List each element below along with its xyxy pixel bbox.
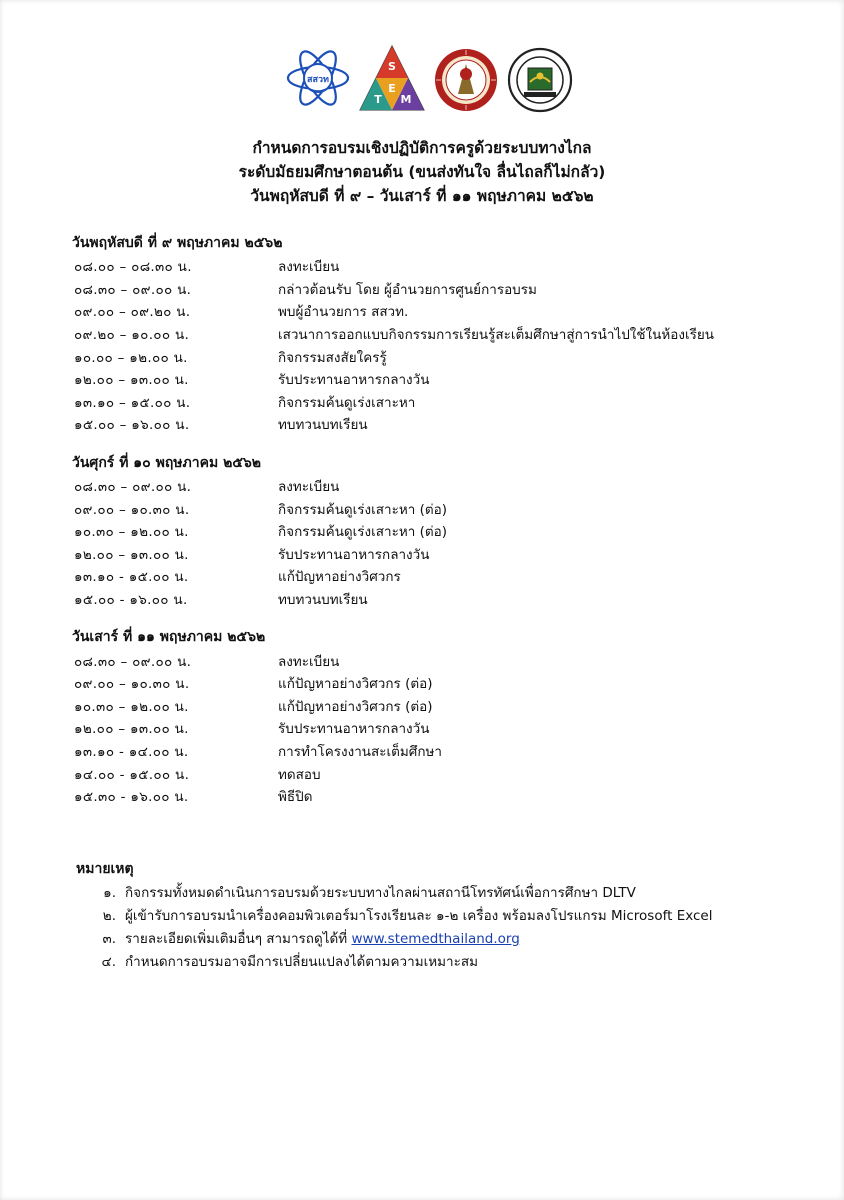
schedule-row (72, 762, 792, 785)
activity: ทบทวนบทเรียน (278, 592, 368, 609)
title-line-2: ระดับมัธยมศึกษาตอนต้น (ขนส่งทันใจ ลื่นไถลก็ไม่กลัว) (238, 163, 606, 181)
time-slot: ๑๓.๑๐ – ๑๕.๐๐ น. (74, 394, 191, 411)
schedule-row (72, 717, 792, 740)
time-slot: ๑๒.๐๐ – ๑๓.๐๐ น. (74, 372, 189, 389)
title-line-1: กำหนดการอบรมเชิงปฏิบัติการครูด้วยระบบทางไกล (252, 139, 592, 157)
day-heading: วันศุกร์ ที่ ๑๐ พฤษภาคม ๒๕๖๒ (72, 454, 262, 471)
time-slot: ๑๒.๐๐ – ๑๓.๐๐ น. (74, 721, 189, 738)
schedule-row (72, 475, 792, 498)
schedule-row (72, 255, 792, 278)
activity: รับประทานอาหารกลางวัน (278, 721, 430, 738)
note-text: กำหนดการอบรมอาจมีการเปลี่ยนแปลงได้ตามความเหมาะสม (125, 954, 478, 970)
note-number: ๑. (103, 885, 116, 901)
activity: ลงทะเบียน (278, 653, 340, 670)
note-item (76, 905, 776, 928)
day-heading: วันเสาร์ ที่ ๑๑ พฤษภาคม ๒๕๖๒ (72, 629, 266, 646)
activity: ทดสอบ (278, 766, 321, 783)
activity: การทำโครงงานสะเต็มศึกษา (278, 743, 443, 760)
schedule-row (72, 649, 792, 672)
activity: แก้ปัญหาอย่างวิศวกร (278, 569, 401, 586)
schedule-row (72, 520, 792, 543)
note-number: ๓. (102, 931, 116, 947)
notes-section (76, 858, 776, 974)
note-item (76, 951, 776, 974)
stem-letter-m: M (400, 93, 412, 106)
time-slot: ๑๔.๐๐ - ๑๕.๐๐ น. (74, 766, 190, 783)
activity: ลงทะเบียน (278, 479, 340, 496)
stem-letter-e: E (388, 82, 396, 95)
day-heading: วันพฤหัสบดี ที่ ๙ พฤษภาคม ๒๕๖๒ (72, 235, 283, 251)
time-slot: ๐๘.๓๐ – ๐๙.๐๐ น. (74, 479, 192, 496)
schedule-row (72, 391, 792, 414)
activity: แก้ปัญหาอย่างวิศวกร (ต่อ) (278, 698, 433, 715)
time-slot: ๑๐.๓๐ – ๑๒.๐๐ น. (74, 524, 189, 541)
activity: พิธีปิด (278, 789, 313, 806)
red-seal-logo (432, 44, 500, 116)
schedule-row (72, 543, 792, 566)
day-1-section (72, 232, 792, 436)
schedule-row (72, 672, 792, 695)
time-slot: ๑๓.๑๐ - ๑๕.๐๐ น. (74, 569, 189, 586)
time-slot: ๐๘.๐๐ – ๐๘.๓๐ น. (74, 259, 192, 276)
note-item (76, 882, 776, 905)
note-text-with-link (125, 928, 776, 951)
time-slot: ๐๙.๐๐ – ๑๐.๓๐ น. (74, 676, 190, 693)
logo-row (284, 40, 574, 120)
activity: รับประทานอาหารกลางวัน (278, 372, 430, 389)
time-slot: ๑๐.๓๐ – ๑๒.๐๐ น. (74, 698, 189, 715)
note-text: รายละเอียดเพิ่มเติมอื่นๆ สามารถดูได้ที่ (125, 931, 352, 947)
stem-letter-s: S (388, 60, 396, 73)
document-title (0, 136, 844, 208)
schedule-row (72, 785, 792, 808)
schedule-row (72, 300, 792, 323)
time-slot: ๑๐.๐๐ – ๑๒.๐๐ น. (74, 349, 188, 366)
time-slot: ๑๕.๓๐ - ๑๖.๐๐ น. (74, 789, 189, 806)
time-slot: ๑๕.๐๐ – ๑๖.๐๐ น. (74, 417, 190, 434)
time-slot: ๐๙.๐๐ – ๑๐.๓๐ น. (74, 501, 190, 518)
schedule-row (72, 695, 792, 718)
stem-letter-t: T (374, 93, 382, 106)
activity: กิจกรรมสงสัยใครรู้ (278, 349, 387, 366)
notes-heading: หมายเหตุ (76, 861, 134, 877)
time-slot: ๐๙.๒๐ – ๑๐.๐๐ น. (74, 327, 190, 344)
schedule-row (72, 588, 792, 611)
time-slot: ๐๙.๐๐ – ๐๙.๒๐ น. (74, 304, 191, 321)
time-slot: ๑๕.๐๐ - ๑๖.๐๐ น. (74, 592, 188, 609)
schedule-row (72, 345, 792, 368)
time-slot: ๐๘.๓๐ – ๐๙.๐๐ น. (74, 281, 192, 298)
activity: กล่าวต้อนรับ โดย ผู้อำนวยการศูนย์การอบรม (278, 281, 537, 298)
note-text: ผู้เข้ารับการอบรมนำเครื่องคอมพิวเตอร์มาโรงเรียนละ ๑-๒ เครื่อง พร้อมลงโปรแกรม Microsoft Excel (125, 908, 713, 924)
note-text: กิจกรรมทั้งหมดดำเนินการอบรมด้วยระบบทางไกลผ่านสถานีโทรทัศน์เพื่อการศึกษา DLTV (125, 885, 636, 901)
schedule-row (72, 565, 792, 588)
activity: รับประทานอาหารกลางวัน (278, 546, 430, 563)
title-line-3: วันพฤหัสบดี ที่ ๙ – วันเสาร์ ที่ ๑๑ พฤษภาคม ๒๕๖๒ (250, 187, 594, 205)
stem-logo (358, 44, 426, 116)
time-slot: ๐๘.๓๐ – ๐๙.๐๐ น. (74, 653, 192, 670)
activity: เสวนาการออกแบบกิจกรรมการเรียนรู้สะเต็มศึกษาสู่การนำไปใช้ในห้องเรียน (278, 327, 714, 344)
schedule (72, 232, 792, 823)
schedule-row (72, 497, 792, 520)
schedule-row (72, 413, 792, 436)
schedule-row (72, 278, 792, 301)
activity: กิจกรรมค้นดูเร่งเสาะหา (ต่อ) (278, 524, 448, 541)
schedule-row (72, 740, 792, 763)
time-slot: ๑๓.๑๐ - ๑๔.๐๐ น. (74, 743, 189, 760)
school-seal-logo (506, 44, 574, 116)
activity: ทบทวนบทเรียน (278, 417, 368, 434)
ipst-logo-text: สสวท (307, 75, 329, 85)
schedule-row (72, 323, 792, 346)
website-link[interactable]: www.stemedthailand.org (351, 931, 520, 947)
note-number: ๔. (101, 954, 116, 970)
day-2-section (72, 452, 792, 611)
activity: พบผู้อำนวยการ สสวท. (278, 304, 409, 321)
day-3-section (72, 626, 792, 807)
schedule-row (72, 368, 792, 391)
time-slot: ๑๒.๐๐ – ๑๓.๐๐ น. (74, 546, 189, 563)
activity: กิจกรรมค้นดูเร่งเสาะหา (ต่อ) (278, 501, 448, 518)
activity: ลงทะเบียน (278, 259, 340, 276)
activity: กิจกรรมค้นดูเร่งเสาะหา (278, 394, 416, 411)
activity: แก้ปัญหาอย่างวิศวกร (ต่อ) (278, 676, 433, 693)
ipst-logo (284, 44, 352, 116)
note-item (76, 928, 776, 951)
note-number: ๒. (102, 908, 116, 924)
